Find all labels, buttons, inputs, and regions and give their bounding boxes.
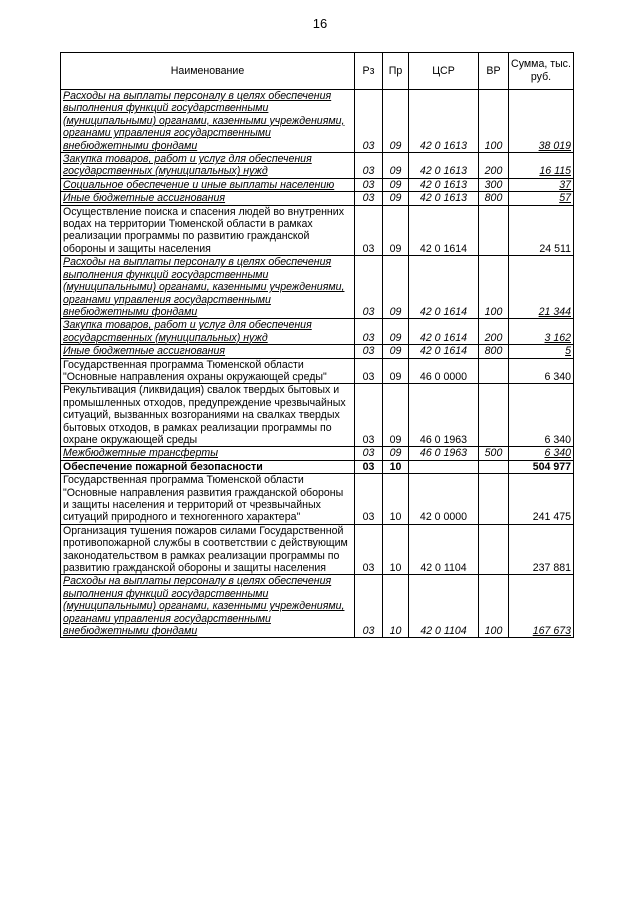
- table-body: [61, 90, 574, 638]
- cell-pr: 09: [383, 90, 409, 153]
- cell-name: Расходы на выплаты персоналу в целях обеспечения выполнения функций государственными (муниципальными) органами, казенными учреждениями, органами управления государственными внебюджетными фондами: [61, 90, 355, 153]
- cell-rz: 03: [355, 256, 383, 319]
- cell-sum: 5: [509, 345, 574, 358]
- cell-vr: [479, 460, 509, 473]
- cell-pr: 09: [383, 256, 409, 319]
- cell-pr: 09: [383, 384, 409, 447]
- cell-rz: 03: [355, 384, 383, 447]
- cell-csr: 42 0 0000: [409, 474, 479, 525]
- cell-name: Рекультивация (ликвидация) свалок твердых бытовых и промышленных отходов, предупреждение чрезвычайных ситуаций, вызванных возгораниями на свалках твердых бытовых отходов, в рамках реализации программы по охране окружающей среды: [61, 384, 355, 447]
- cell-csr: 42 0 1104: [409, 575, 479, 638]
- cell-sum: 6 340: [509, 358, 574, 384]
- cell-vr: 100: [479, 90, 509, 153]
- cell-pr: 10: [383, 474, 409, 525]
- cell-csr: 42 0 1614: [409, 205, 479, 256]
- cell-name: Социальное обеспечение и иные выплаты населению: [61, 178, 355, 191]
- cell-sum: 504 977: [509, 460, 574, 473]
- header-row: [61, 53, 574, 90]
- cell-csr: 42 0 1613: [409, 153, 479, 179]
- cell-vr: 200: [479, 319, 509, 345]
- cell-sum: 241 475: [509, 474, 574, 525]
- cell-pr: 09: [383, 192, 409, 205]
- cell-vr: [479, 205, 509, 256]
- table-row: [61, 345, 574, 358]
- cell-pr: 09: [383, 153, 409, 179]
- cell-pr: 10: [383, 575, 409, 638]
- table-row: [61, 90, 574, 153]
- table-row: [61, 205, 574, 256]
- cell-sum: 24 511: [509, 205, 574, 256]
- table-row: [61, 358, 574, 384]
- cell-csr: 42 0 1614: [409, 345, 479, 358]
- cell-sum: 167 673: [509, 575, 574, 638]
- cell-csr: 46 0 1963: [409, 447, 479, 460]
- cell-vr: 300: [479, 178, 509, 191]
- cell-rz: 03: [355, 474, 383, 525]
- cell-pr: 09: [383, 205, 409, 256]
- cell-rz: 03: [355, 90, 383, 153]
- cell-name: Закупка товаров, работ и услуг для обеспечения государственных (муниципальных) нужд: [61, 153, 355, 179]
- cell-pr: 10: [383, 524, 409, 575]
- cell-vr: 500: [479, 447, 509, 460]
- cell-vr: 800: [479, 192, 509, 205]
- header-name: Наименование: [61, 53, 355, 90]
- table-row: [61, 319, 574, 345]
- cell-name: Расходы на выплаты персоналу в целях обеспечения выполнения функций государственными (муниципальными) органами, казенными учреждениями, органами управления государственными внебюджетными фондами: [61, 575, 355, 638]
- cell-rz: 03: [355, 345, 383, 358]
- cell-sum: 3 162: [509, 319, 574, 345]
- cell-name: Расходы на выплаты персоналу в целях обеспечения выполнения функций государственными (муниципальными) органами, казенными учреждениями, органами управления государственными внебюджетными фондами: [61, 256, 355, 319]
- cell-name: Иные бюджетные ассигнования: [61, 192, 355, 205]
- table-row: [61, 447, 574, 460]
- cell-csr: [409, 460, 479, 473]
- cell-rz: 03: [355, 205, 383, 256]
- cell-rz: 03: [355, 358, 383, 384]
- cell-csr: 42 0 1104: [409, 524, 479, 575]
- table-row: [61, 256, 574, 319]
- cell-vr: 800: [479, 345, 509, 358]
- cell-vr: 100: [479, 256, 509, 319]
- table-row: [61, 474, 574, 525]
- table-row: [61, 524, 574, 575]
- cell-vr: [479, 384, 509, 447]
- cell-csr: 42 0 1614: [409, 256, 479, 319]
- table-row: [61, 575, 574, 638]
- cell-rz: 03: [355, 153, 383, 179]
- cell-sum: 21 344: [509, 256, 574, 319]
- cell-rz: 03: [355, 447, 383, 460]
- cell-rz: 03: [355, 192, 383, 205]
- table-row: [61, 460, 574, 473]
- cell-csr: 46 0 0000: [409, 358, 479, 384]
- cell-csr: 42 0 1613: [409, 90, 479, 153]
- cell-vr: [479, 358, 509, 384]
- table-row: [61, 153, 574, 179]
- cell-rz: 03: [355, 575, 383, 638]
- cell-vr: 100: [479, 575, 509, 638]
- table-row: [61, 192, 574, 205]
- cell-pr: 09: [383, 319, 409, 345]
- cell-csr: 46 0 1963: [409, 384, 479, 447]
- cell-name: Иные бюджетные ассигнования: [61, 345, 355, 358]
- cell-sum: 16 115: [509, 153, 574, 179]
- table-row: [61, 384, 574, 447]
- cell-pr: 09: [383, 447, 409, 460]
- budget-table: [60, 52, 574, 638]
- header-pr: Пр: [383, 53, 409, 90]
- table-row: [61, 178, 574, 191]
- cell-sum: 37: [509, 178, 574, 191]
- cell-rz: 03: [355, 524, 383, 575]
- cell-vr: [479, 474, 509, 525]
- cell-name: Государственная программа Тюменской области "Основные направления охраны окружающей среды": [61, 358, 355, 384]
- cell-sum: 6 340: [509, 384, 574, 447]
- cell-csr: 42 0 1613: [409, 192, 479, 205]
- cell-name: Государственная программа Тюменской области "Основные направления развития гражданской обороны и защиты населения и территорий от чрезвычайных ситуаций природного и техногенного характера": [61, 474, 355, 525]
- cell-sum: 38 019: [509, 90, 574, 153]
- cell-rz: 03: [355, 460, 383, 473]
- header-csr: ЦСР: [409, 53, 479, 90]
- cell-sum: 57: [509, 192, 574, 205]
- cell-rz: 03: [355, 178, 383, 191]
- cell-vr: 200: [479, 153, 509, 179]
- cell-rz: 03: [355, 319, 383, 345]
- cell-csr: 42 0 1613: [409, 178, 479, 191]
- cell-name: Закупка товаров, работ и услуг для обеспечения государственных (муниципальных) нужд: [61, 319, 355, 345]
- cell-pr: 10: [383, 460, 409, 473]
- cell-sum: 6 340: [509, 447, 574, 460]
- cell-vr: [479, 524, 509, 575]
- cell-name: Организация тушения пожаров силами Государственной противопожарной службы в соответствии с действующим законодательством в рамках реализации программы по развитию гражданской обороны и защиты населения: [61, 524, 355, 575]
- header-sum: Сумма, тыс. руб.: [509, 53, 574, 90]
- cell-pr: 09: [383, 358, 409, 384]
- cell-sum: 237 881: [509, 524, 574, 575]
- header-vr: ВР: [479, 53, 509, 90]
- cell-name: Осуществление поиска и спасения людей во внутренних водах на территории Тюменской области в рамках реализации программы по развитию гражданской обороны и защиты населения: [61, 205, 355, 256]
- cell-name: Обеспечение пожарной безопасности: [61, 460, 355, 473]
- cell-csr: 42 0 1614: [409, 319, 479, 345]
- cell-pr: 09: [383, 178, 409, 191]
- cell-name: Межбюджетные трансферты: [61, 447, 355, 460]
- page-number: 16: [312, 16, 328, 31]
- cell-pr: 09: [383, 345, 409, 358]
- header-rz: Рз: [355, 53, 383, 90]
